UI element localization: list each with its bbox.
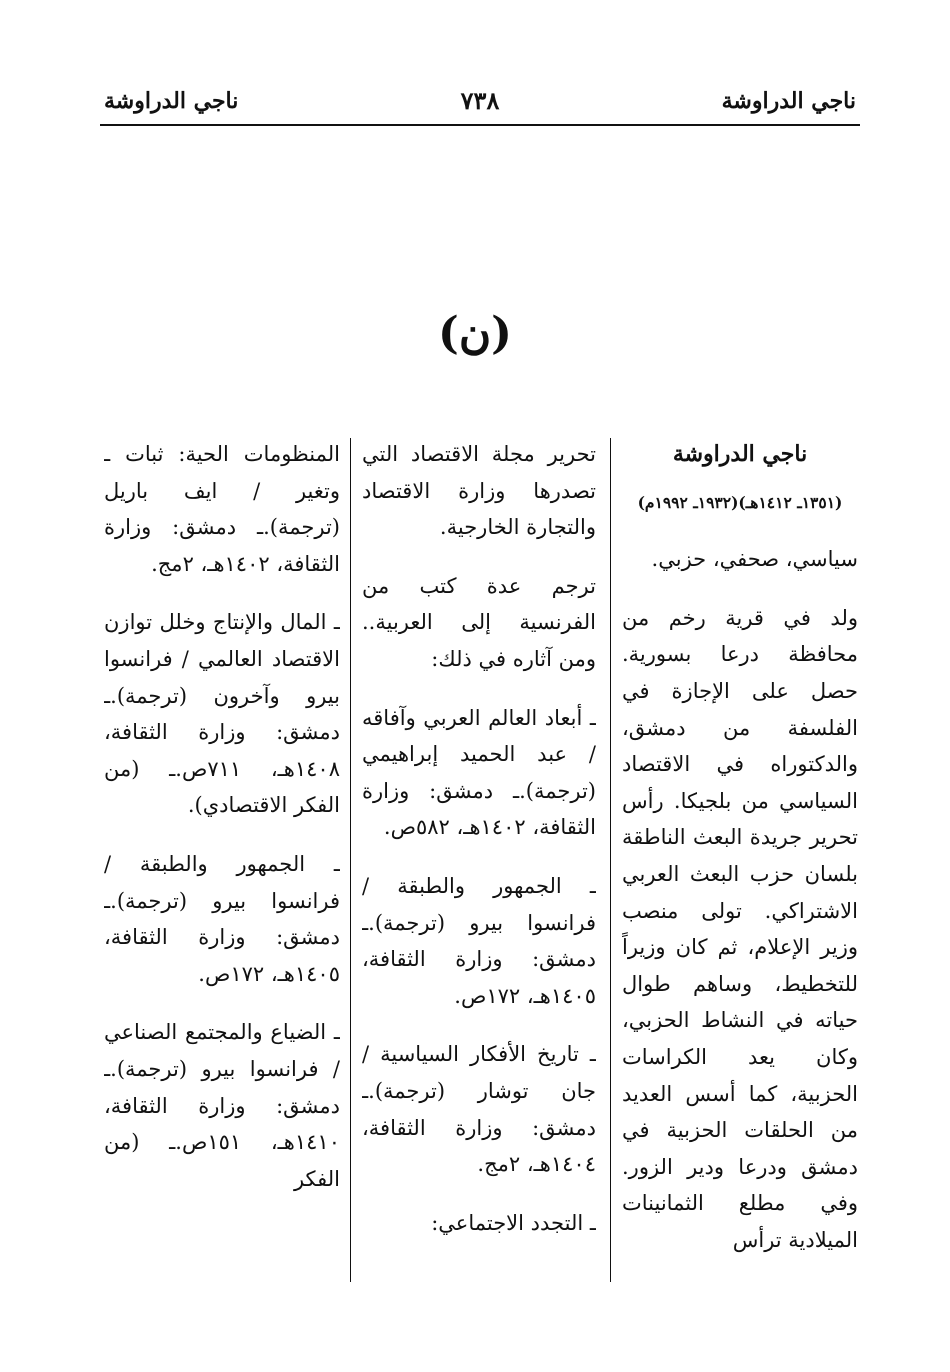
entry-dates: (١٣٥١ـ ١٤١٢هـ)(١٩٣٢ـ ١٩٩٢م): [637, 492, 843, 512]
column-right: [622, 436, 858, 1296]
column-middle: [362, 436, 596, 1296]
editorship-paragraph: تحرير مجلة الاقتصاد التي تصدرها وزارة الاقتصاد والتجارة الخارجية.: [362, 442, 596, 540]
column-divider: [350, 438, 351, 1282]
work-item: ـ الضياع والمجتمع الصناعي / فرانسوا بيرو (ترجمة).ـ دمشق: وزارة الثقافة، ١٤١٠هـ، ١٥١ص.ـ (من الفكر: [104, 1020, 340, 1191]
column-left: [104, 436, 340, 1296]
entry-name: ناجي الدراوشة: [672, 441, 808, 467]
header-name-right: ناجي الدراوشة: [721, 88, 856, 114]
work-item: ـ تاريخ الأفكار السياسية / جان توشار (ترجمة).ـ دمشق: وزارة الثقافة، ١٤٠٤هـ، ٢مج.: [362, 1042, 596, 1177]
header-name-left: ناجي الدراوشة: [104, 88, 239, 114]
page-number: ٧٣٨: [460, 86, 500, 115]
work-item: المنظومات الحية: ثبات ـ وتغير / ايف باريل (ترجمة).ـ دمشق: وزارة الثقافة، ١٤٠٢هـ، ٢مج.: [104, 442, 340, 576]
section-letter-heading: (ن): [438, 308, 512, 359]
column-divider: [610, 438, 611, 1282]
work-item: ـ الجمهور والطبقة / فرانسوا بيرو (ترجمة).ـ دمشق: وزارة الثقافة، ١٤٠٥هـ، ١٧٢ص.: [362, 873, 596, 1008]
work-item: ـ التجدد الاجتماعي:: [431, 1210, 596, 1235]
entry-roles: سياسي، صحفي، حزبي.: [651, 547, 858, 572]
work-item: ـ أبعاد العالم العربي وآفاقه / عبد الحميد إبراهيمي (ترجمة).ـ دمشق: وزارة الثقافة، ١٤٠٢هـ، ٥٨٢ص.: [362, 705, 596, 840]
work-item: ـ المال والإنتاج وخلل توازن الاقتصاد العالمي / فرانسوا بيرو وآخرون (ترجمة).ـ دمشق: وزارة الثقافة، ١٤٠٨هـ، ٧١١ص.ـ (من الفكر الاقتصادي).: [104, 610, 340, 818]
work-item: ـ الجمهور والطبقة / فرانسوا بيرو (ترجمة).ـ دمشق: وزارة الثقافة، ١٤٠٥هـ، ١٧٢ص.: [104, 851, 340, 986]
translations-intro: ترجم عدة كتب من الفرنسية إلى العربية.. ومن آثاره في ذلك:: [362, 573, 596, 671]
running-header: [100, 84, 860, 126]
entry-biography: ولد في قرية رخم من محافظة درعا بسورية. حصل على الإجازة في الفلسفة من دمشق، والدكتوراه في الاقتصاد السياسي من بلجيكا. رأس تحرير جريدة البعث الناطقة بلسان حزب البعث العربي الاشتراكي. تولى منصب وزير الإعلام، ثم كان وزيراً للتخطيط، وساهم طوال حياته في النشاط الحزبي، وكان يعد الكراسات الحزبية، كما أسس العديد من الحلقات الحزبية في دمشق ودرعا ودير الزور. وفي مطلع الثمانينات الميلادية ترأس: [622, 605, 858, 1252]
